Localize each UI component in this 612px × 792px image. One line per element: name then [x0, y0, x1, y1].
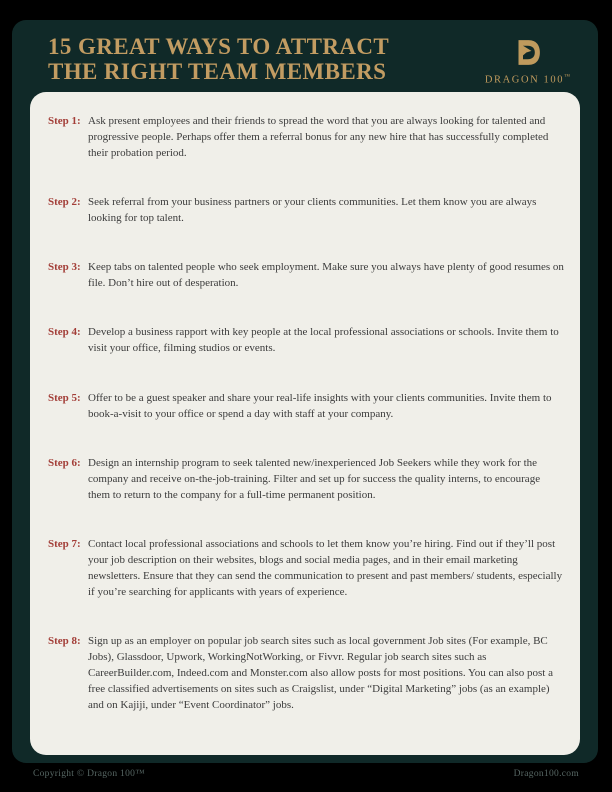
- logo-name-text: DRAGON 100: [484, 74, 565, 86]
- page-title: [48, 35, 389, 84]
- step-label: Step 8:: [48, 634, 81, 647]
- step-text: Ask present employees and their friends to spread the word that you are always looking for talented and progressive people. Perhaps offer them a referral bonus for any new hire that has successfully completed their probation period.: [88, 115, 549, 159]
- website-link[interactable]: Dragon100.com: [513, 769, 579, 779]
- step-label: Step 4:: [48, 326, 81, 339]
- flyer-panel: [12, 20, 598, 763]
- step-row-8: [48, 633, 564, 713]
- step-row-6: [48, 455, 564, 503]
- page-title-line2: THE RIGHT TEAM MEMBERS: [48, 58, 387, 84]
- step-label: Step 2:: [48, 196, 81, 209]
- step-label: Step 5:: [48, 391, 81, 404]
- step-row-7: [48, 536, 564, 600]
- logo-wordmark: [485, 74, 570, 86]
- step-label: Step 1:: [48, 115, 81, 127]
- footer: [12, 769, 600, 779]
- step-text: Contact local professional associations and schools to let them know you’re hiring. Find out if they’ll post your job description on their websites, blogs and social media pages, and in their email marketing newsletters. Ensure that they can send the communication to present and past members/ students, especially if you’re searching for applicants with years of experience.: [88, 537, 563, 598]
- step-label: Step 6:: [48, 456, 81, 469]
- step-row-1: [48, 113, 564, 161]
- step-label: Step 3:: [48, 261, 81, 274]
- page-title-line1: 15 GREAT WAYS TO ATTRACT: [48, 34, 390, 59]
- step-label: Step 7:: [48, 537, 81, 550]
- step-row-3: [48, 259, 564, 291]
- logo-trademark: ™: [564, 74, 570, 80]
- step-row-4: [48, 324, 564, 356]
- copyright-text: Copyright © Dragon 100™: [33, 769, 145, 779]
- steps-card: [30, 92, 580, 755]
- step-text: Seek referral from your business partners or your clients communities. Let them know you are always looking for top talent.: [88, 196, 537, 225]
- step-text: Keep tabs on talented people who seek employment. Make sure you always have plenty of good resumes on file. Don’t hire out of desperation.: [88, 261, 564, 290]
- step-row-2: [48, 194, 564, 226]
- step-text: Offer to be a guest speaker and share your real-life insights with your clients communities. Invite them to book-a-visit to your office or spend a day with staff at your company.: [88, 391, 552, 420]
- dragon100-logo: [485, 39, 570, 86]
- step-text: Develop a business rapport with key people at the local professional associations or schools. Invite them to visit your office, filming studios or events.: [88, 326, 559, 355]
- step-row-5: [48, 390, 564, 422]
- step-text: Sign up as an employer on popular job search sites such as local government Job sites (For example, BC Jobs), Glassdoor, Upwork, WorkingNotWorking, or Fivvr. Regular job search sites such as CareerBuilder.com, Indeed.com and Monster.com also allow posts for most positions. You can also post a free classified advertisements on sites such as Craigslist, under “Digital Marketing” jobs (as an example) and on Kajiji, under “Event Coordinator” jobs.: [88, 634, 553, 711]
- step-text: Design an internship program to seek talented new/inexperienced Job Seekers while they work for the company and receive on-the-job-training. Filter and set up for success the quality interns, to encourage them to return to the company for a full-time permanent position.: [88, 456, 541, 501]
- header: [12, 20, 598, 92]
- dragon-d-monogram-icon: [514, 39, 541, 71]
